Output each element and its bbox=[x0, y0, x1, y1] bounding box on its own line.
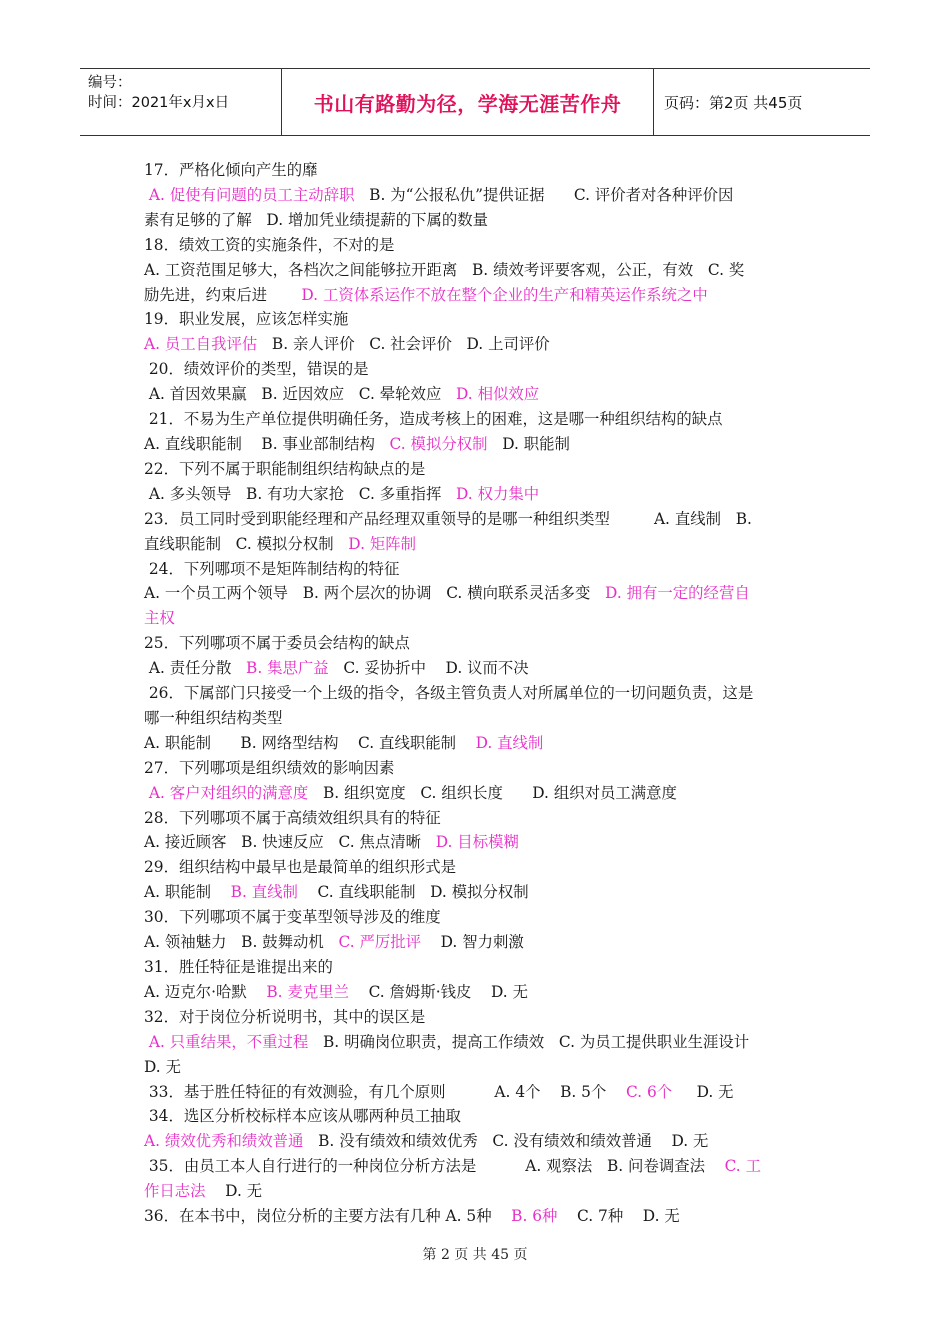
text-line bbox=[144, 357, 812, 382]
text-line bbox=[144, 806, 812, 831]
text-line bbox=[144, 1179, 812, 1204]
answer-text: B. 直线制 bbox=[230, 883, 298, 902]
question-text: 哪一种组织结构类型 bbox=[144, 708, 283, 727]
header-meta bbox=[80, 69, 282, 135]
answer-text: B. 6种 bbox=[511, 1207, 558, 1226]
page-header bbox=[80, 68, 870, 136]
question-text: 36．在本书中，岗位分析的主要方法有几种 A. 5种 bbox=[144, 1207, 512, 1226]
answer-text: B. 麦克里兰 bbox=[266, 982, 349, 1001]
text-line bbox=[144, 905, 812, 930]
text-line bbox=[144, 930, 812, 955]
answer-text: 主权 bbox=[144, 609, 175, 628]
question-text: B. 明确岗位职责，提高工作绩效 C. 为员工提供职业生涯设计 bbox=[308, 1032, 750, 1051]
question-text: 23．员工同时受到职能经理和产品经理双重领导的是哪一种组织类型 A. 直线制 B. bbox=[144, 509, 752, 528]
doc-code-label: 编号： bbox=[88, 75, 132, 91]
answer-text: D. 相似效应 bbox=[456, 385, 540, 404]
text-line bbox=[144, 457, 812, 482]
question-text: A. 责任分散 bbox=[144, 659, 247, 678]
text-line bbox=[144, 233, 812, 258]
question-text: 励先进，约束后进 bbox=[144, 285, 297, 304]
answer-text: C. 模拟分权制 bbox=[389, 434, 488, 453]
question-text: 25．下列哪项不属于委员会结构的缺点 bbox=[144, 634, 410, 653]
text-line bbox=[144, 1104, 812, 1129]
question-text: 19．职业发展，应该怎样实施 bbox=[144, 310, 349, 329]
question-text: 直线职能制 C. 模拟分权制 bbox=[144, 534, 349, 553]
question-text: 27．下列哪项是组织绩效的影响因素 bbox=[144, 758, 395, 777]
question-text: 30．下列哪项不属于变革型领导涉及的维度 bbox=[144, 908, 441, 927]
question-text: A. 迈克尔·哈默 bbox=[144, 982, 267, 1001]
question-text: A. 一个员工两个领导 B. 两个层次的协调 C. 横向联系灵活多变 bbox=[144, 584, 606, 603]
text-line bbox=[144, 706, 812, 731]
answer-text: A. 客户对组织的满意度 bbox=[144, 783, 309, 802]
text-line bbox=[144, 557, 812, 582]
answer-text: D. 工资体系运作不放在整个企业的生产和精英运作系统之中 bbox=[296, 285, 708, 304]
text-line bbox=[144, 1154, 812, 1179]
question-text: C. 詹姆斯·钱皮 D. 无 bbox=[349, 982, 528, 1001]
text-line bbox=[144, 955, 812, 980]
text-line bbox=[144, 258, 812, 283]
question-list bbox=[144, 158, 812, 1229]
text-line bbox=[144, 407, 812, 432]
text-line bbox=[144, 307, 812, 332]
text-line bbox=[144, 183, 812, 208]
question-text: 素有足够的了解 D. 增加凭业绩提薪的下属的数量 bbox=[144, 210, 489, 229]
text-line bbox=[144, 581, 812, 606]
question-text: C. 7种 D. 无 bbox=[557, 1207, 680, 1226]
question-text: 22．下列不属于职能制组织结构缺点的是 bbox=[144, 459, 426, 478]
question-text: A. 接近顾客 B. 快速反应 C. 焦点清晰 bbox=[144, 833, 436, 852]
question-text: B. 为“公报私仇”提供证据 C. 评价者对各种评价因 bbox=[354, 185, 734, 204]
text-line bbox=[144, 432, 812, 457]
text-line bbox=[144, 507, 812, 532]
question-text: D. 无 bbox=[672, 1082, 734, 1101]
question-text: D. 智力刺激 bbox=[421, 933, 524, 952]
question-text: 20．绩效评价的类型，错误的是 bbox=[144, 360, 369, 379]
text-line bbox=[144, 830, 812, 855]
text-line bbox=[144, 1055, 812, 1080]
text-line bbox=[144, 382, 812, 407]
text-line bbox=[144, 283, 812, 308]
question-text: B. 组织宽度 C. 组织长度 D. 组织对员工满意度 bbox=[308, 783, 677, 802]
page-footer: 第 2 页 共 45 页 bbox=[422, 1247, 528, 1263]
question-text: A. 领袖魅力 B. 鼓舞动机 bbox=[144, 933, 339, 952]
question-text: C. 妥协折中 D. 议而不决 bbox=[328, 659, 529, 678]
text-line bbox=[144, 208, 812, 233]
question-text: A. 职能制 B. 网络型结构 C. 直线职能制 bbox=[144, 733, 476, 752]
text-line bbox=[144, 482, 812, 507]
text-line bbox=[144, 1204, 812, 1229]
answer-text: A. 促使有问题的员工主动辞职 bbox=[144, 185, 355, 204]
question-text: A. 工资范围足够大，各档次之间能够拉开距离 B. 绩效考评要客观，公正，有效 C. 奖 bbox=[144, 260, 745, 279]
question-text: B. 没有绩效和绩效优秀 C. 没有绩效和绩效普通 D. 无 bbox=[303, 1132, 709, 1151]
answer-text: A. 绩效优秀和绩效普通 bbox=[144, 1132, 304, 1151]
answer-text: D. 目标模糊 bbox=[435, 833, 519, 852]
question-text: 21．不易为生产单位提供明确任务，造成考核上的困难，这是哪一种组织结构的缺点 bbox=[144, 410, 723, 429]
answer-text: C. 严厉批评 bbox=[338, 933, 422, 952]
question-text: B. 亲人评价 C. 社会评价 D. 上司评价 bbox=[257, 335, 550, 354]
answer-text: B. 集思广益 bbox=[246, 659, 329, 678]
text-line bbox=[144, 656, 812, 681]
answer-text: A. 员工自我评估 bbox=[144, 335, 258, 354]
answer-text: D. 直线制 bbox=[475, 733, 544, 752]
question-text: 34．选区分析校标样本应该从哪两种员工抽取 bbox=[144, 1107, 461, 1126]
text-line bbox=[144, 606, 812, 631]
text-line bbox=[144, 158, 812, 183]
text-line bbox=[144, 631, 812, 656]
header-motto: 书山有路勤为径，学海无涯苦作舟 bbox=[282, 69, 654, 135]
question-text: A. 直线职能制 B. 事业部制结构 bbox=[144, 434, 390, 453]
answer-text: A. 只重结果，不重过程 bbox=[144, 1032, 309, 1051]
answer-text: D. 矩阵制 bbox=[348, 534, 417, 553]
doc-date: 时间：2021年x月x日 bbox=[88, 95, 230, 111]
question-text: 18．绩效工资的实施条件，不对的是 bbox=[144, 235, 395, 254]
text-line bbox=[144, 332, 812, 357]
answer-text: 作日志法 bbox=[144, 1182, 206, 1201]
text-line bbox=[144, 756, 812, 781]
text-line bbox=[144, 855, 812, 880]
question-text: D. 无 bbox=[205, 1182, 263, 1201]
text-line bbox=[144, 1005, 812, 1030]
question-text: C. 直线职能制 D. 模拟分权制 bbox=[297, 883, 529, 902]
header-page-info: 页码：第2页 共45页 bbox=[664, 93, 803, 112]
text-line bbox=[144, 681, 812, 706]
question-text: 32．对于岗位分析说明书，其中的误区是 bbox=[144, 1007, 426, 1026]
question-text: 17．严格化倾向产生的靡 bbox=[144, 161, 318, 179]
question-text: A. 多头领导 B. 有功大家抢 C. 多重指挥 bbox=[144, 484, 457, 503]
text-line bbox=[144, 1129, 812, 1154]
question-text: 24．下列哪项不是矩阵制结构的特征 bbox=[144, 559, 400, 578]
question-text: 28．下列哪项不属于高绩效组织具有的特征 bbox=[144, 808, 441, 827]
question-text: 26．下属部门只接受一个上级的指令，各级主管负责人对所属单位的一切问题负责，这是 bbox=[144, 684, 754, 703]
question-text: 33．基于胜任特征的有效测验，有几个原则 A. 4个 B. 5个 bbox=[144, 1082, 626, 1101]
question-text: 29．组织结构中最早也是最简单的组织形式是 bbox=[144, 858, 457, 877]
text-line bbox=[144, 1080, 812, 1105]
answer-text: C. 6个 bbox=[625, 1082, 673, 1101]
text-line bbox=[144, 532, 812, 557]
question-text: 35．由员工本人自行进行的一种岗位分析方法是 A. 观察法 B. 问卷调查法 bbox=[144, 1157, 725, 1176]
answer-text: D. 拥有一定的经营自 bbox=[605, 584, 750, 603]
answer-text: D. 权力集中 bbox=[456, 484, 540, 503]
text-line bbox=[144, 980, 812, 1005]
question-text: D. 无 bbox=[144, 1057, 181, 1076]
question-text: A. 首因效果赢 B. 近因效应 C. 晕轮效应 bbox=[144, 385, 457, 404]
text-line bbox=[144, 731, 812, 756]
text-line bbox=[144, 1030, 812, 1055]
question-text: 31．胜任特征是谁提出来的 bbox=[144, 958, 333, 976]
text-line bbox=[144, 880, 812, 905]
question-text: D. 职能制 bbox=[487, 434, 570, 453]
text-line bbox=[144, 781, 812, 806]
question-text: A. 职能制 bbox=[144, 883, 231, 902]
answer-text: C. 工 bbox=[724, 1157, 761, 1176]
